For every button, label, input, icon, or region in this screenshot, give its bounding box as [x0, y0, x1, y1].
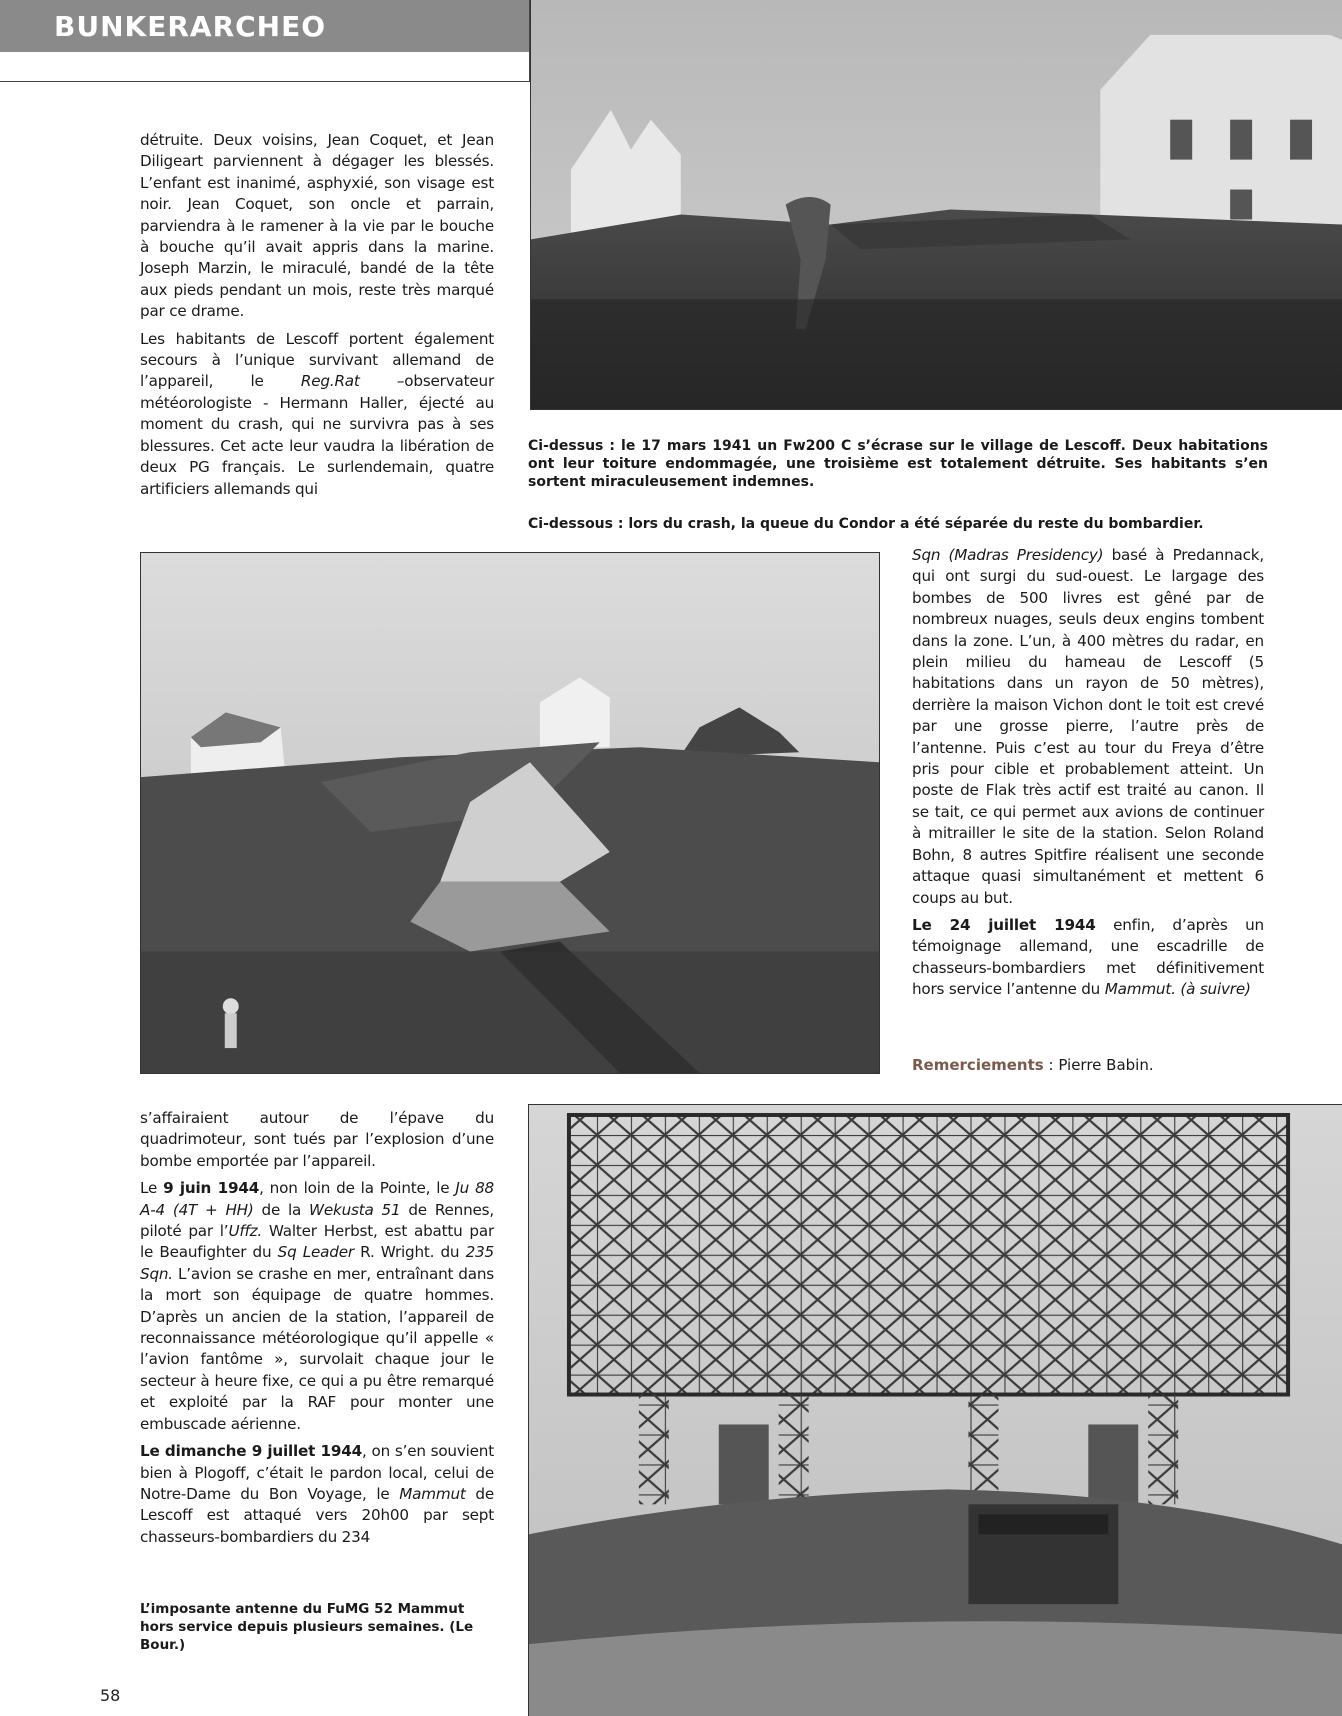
- paragraph: [912, 545, 1264, 909]
- photo-2-image: [141, 553, 879, 1073]
- article-column-1: [140, 130, 494, 506]
- photo-caption-antenna: L’imposante antenne du FuMG 52 Mammut hors service depuis plusieurs semaines. (Le Bour.): [140, 1601, 474, 1653]
- text-run: L’avion se crashe en mer, entraînant dans la mort son équipage de quatre hommes. D’après un ancien de la station, l’appareil de reconnaissance météorologique qu’il appelle « l’avion fantôme », survolait chaque jour le secteur à heure fixe, ce qui a pu être remarqué et exploité par la RAF pour monter une embuscade aérienne.: [140, 1264, 494, 1433]
- text-run: , non loin de la Pointe, le: [259, 1179, 456, 1198]
- italic-run: 235 Sqn.: [140, 1243, 494, 1283]
- text-run: , on s’en souvient bien à Plogoff, c’était le pardon local, celui de Notre-Dame du Bon Voyage, le: [140, 1442, 494, 1503]
- text-run: basé à Predannack, qui ont surgi du sud-ouest. Le largage des bombes de 500 livres est gêné par de nombreux nuages, seuls deux engins tombent dans la zone. L’un, à 400 mètres du radar, en plein milieu du hameau de Lescoff (5 habitations dans un rayon de 50 mètres), derrière la maison Vichon dont le toit est crevé par une grosse pierre, l’autre près de l’antenne. Puis c’est au tour du Freya d’être pris pour cible et probablement atteint. Un poste de Flak très actif est traité au canon. Il se tait, ce qui permet aux avions de continuer à mitrailler le site de la station. Selon Roland Bohn, 8 autres Spitfire réalisent une seconde attaque quasi simultanément et mettent 6 coups au but.: [912, 546, 1265, 907]
- italic-run: Sq Leader: [277, 1243, 354, 1262]
- acknowledgements-label: Remerciements: [912, 1056, 1044, 1074]
- bold-run: Le dimanche 9 juillet 1944: [140, 1442, 362, 1461]
- photo-3-image: [529, 1105, 1342, 1716]
- italic-run: Ju 88 A-4 (4T + HH): [140, 1179, 494, 1219]
- text-run: Le: [140, 1179, 164, 1198]
- separator: :: [1043, 1056, 1059, 1074]
- page-number: 58: [100, 1686, 121, 1705]
- article-column-2: [912, 545, 1264, 1007]
- text-run: de Lescoff est attaqué vers 20h00 par sept chasseurs-bombardiers du 234: [140, 1484, 494, 1546]
- section-header: [0, 0, 530, 82]
- italic-run: Uffz.: [228, 1222, 263, 1241]
- photo-mammut-antenna: [528, 1104, 1342, 1716]
- text-run: Walter Herbst, est abattu par le Beaufighter du: [140, 1222, 495, 1262]
- text-run: de la: [253, 1200, 310, 1219]
- photo-caption-below: Ci-dessous : lors du crash, la queue du Condor a été séparée du reste du bombardier.: [528, 516, 1204, 532]
- text-run: enfin, d’après un témoignage allemand, une escadrille de chasseurs-bombardiers met définitivement hors service l’antenne du: [912, 915, 1264, 999]
- text-run: Les habitants de Lescoff portent également secours à l’unique survivant allemand de l’appareil, le: [140, 329, 494, 391]
- text-run: de Rennes, piloté par l’: [140, 1200, 494, 1241]
- bold-run: Le 24 juillet 1944: [912, 915, 1096, 934]
- text-run: R. Wright. du: [353, 1243, 466, 1262]
- photo-crashed-aircraft-village: [530, 0, 1342, 410]
- italic-run: Mammut. (à suivre): [1104, 980, 1251, 999]
- acknowledgements: [912, 1056, 1154, 1074]
- section-header-bar: [0, 0, 530, 52]
- header-rule: [0, 52, 530, 82]
- paragraph: s’affairaient autour de l’épave du quadrimoteur, sont tués par l’explosion d’une bombe emportée par l’appareil.: [140, 1109, 494, 1170]
- text-run: –observateur météorologiste - Hermann Haller, éjecté au moment du crash, qui ne survivra pas à ses blessures. Cet acte leur vaudra la libération de deux PG français. Le surlendemain, quatre artificiers allemands qui: [140, 372, 494, 498]
- section-title: BUNKERARCHEO: [54, 10, 327, 43]
- acknowledgements-name: Pierre Babin.: [1058, 1056, 1154, 1074]
- paragraph: [140, 1441, 494, 1548]
- italic-run: Sqn (Madras Presidency): [912, 546, 1104, 564]
- article-column-3: [140, 1108, 494, 1554]
- italic-run: Reg.Rat: [300, 372, 360, 391]
- paragraph: [140, 1178, 494, 1435]
- paragraph: [912, 915, 1264, 1001]
- paragraph: [140, 329, 494, 500]
- photo-1-image: [531, 0, 1342, 409]
- bold-run: 9 juin 1944: [163, 1179, 260, 1198]
- paragraph: détruite. Deux voisins, Jean Coquet, et Jean Diligeart parviennent à dégager les blessés. L’enfant est inanimé, asphyxié, son visage est noir. Jean Coquet, son oncle et parrain, parviendra à le ramener à la vie par le bouche à bouche qu’il avait appris dans la marine. Joseph Marzin, le miraculé, bandé de la tête aux pieds pendant un mois, reste très marqué par ce drame.: [140, 131, 494, 321]
- italic-run: Wekusta 51: [309, 1200, 401, 1219]
- italic-run: Mammut: [399, 1484, 466, 1503]
- photo-condor-tail: [140, 552, 880, 1074]
- photo-caption-above: Ci-dessus : le 17 mars 1941 un Fw200 C s’écrase sur le village de Lescoff. Deux habitations ont leur toiture endommagée, une troisième est totalement détruite. Ses habitants s’en sortent miraculeusement indemnes.: [528, 438, 1268, 490]
